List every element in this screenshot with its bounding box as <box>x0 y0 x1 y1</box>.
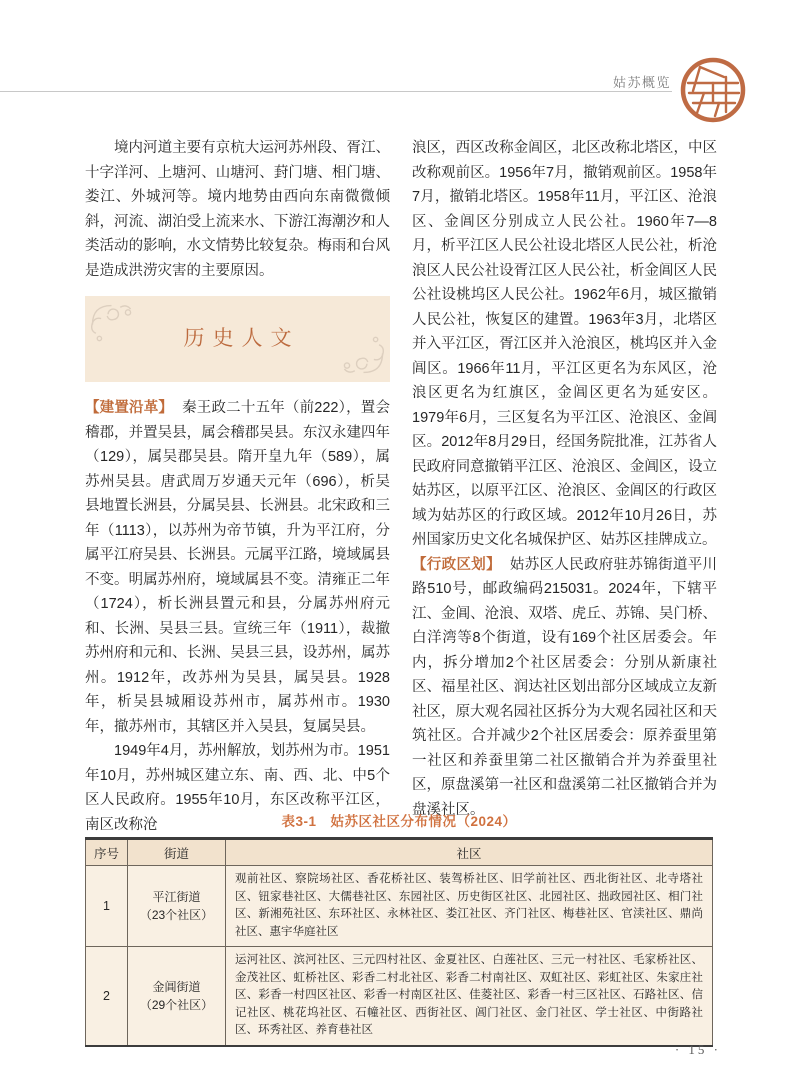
page-number: · 15 · <box>674 1042 721 1057</box>
table-header-row <box>86 839 713 866</box>
col-header-community: 社区 <box>226 839 713 866</box>
row-street <box>128 866 226 947</box>
text-columns <box>85 136 717 837</box>
row-no: 1 <box>86 866 128 947</box>
left-column <box>85 136 390 837</box>
floral-ornament-icon <box>334 334 386 378</box>
col-header-street: 街道 <box>128 839 226 866</box>
section-title: 历史人文 <box>183 326 300 350</box>
community-distribution-table <box>85 837 713 1047</box>
table-row <box>86 866 713 947</box>
lattice-seal-icon <box>679 56 747 124</box>
paragraph-continuation: 浪区，西区改称金阊区，北区改称北塔区，中区改称观前区。1956年7月，撤销观前区。1958年7月，撤销北塔区。1958年11月，平江区、沧浪区、金阊区分别成立人民公社。1960年7—8月，析平江区人民公社设北塔区人民公社，析沧浪区人民公社设胥江区人民公社，析金阊区人民公社设桃坞区人民公社。1962年6月，城区撤销人民公社，恢复区的建置。1963年3月，北塔区并入平江区，胥江区并入沧浪区，桃坞区并入金阊区。1966年11月，平江区更名为东风区，沧浪区更名为红旗区，金阊区更名为延安区。1979年6月，三区复名为平江区、沧浪区、金阊区。2012年8月29日，经国务院批准，江苏省人民政府同意撤销平江区、沧浪区、金阊区，设立姑苏区，以原平江区、沧浪区、金阊区的行政区域为姑苏区的行政区域。2012年10月26日，苏州国家历史文化名城保护区、姑苏区挂牌成立。 <box>412 140 717 548</box>
street-count: （23个社区） <box>139 908 214 922</box>
section-banner <box>85 296 390 382</box>
row-street <box>128 947 226 1046</box>
floral-ornament-icon <box>89 300 141 344</box>
paragraph-rivers: 境内河道主要有京杭大运河苏州段、胥江、十字洋河、上塘河、山塘河、葑门塘、相门塘、娄江、外城河等。境内地势由西向东南微微倾斜，河流、湖泊受上流来水、下游江海潮汐和人类活动的影响，水文情势比较复杂。梅雨和台风是造成洪涝灾害的主要原因。 <box>85 140 390 279</box>
running-head: 姑苏概览 <box>612 75 671 90</box>
table-title: 表3-1 姑苏区社区分布情况（2024） <box>281 814 517 829</box>
jianzhi-text: 秦王政二十五年（前222），置会稽郡，并置吴县，属会稽郡吴县。东汉永建四年（129），属吴郡吴县。隋开皇九年（589），属苏州吴县。唐武周万岁通天元年（696），析吴县地置长洲县，分属吴县、长洲县。北宋政和三年（1113），以苏州为帝节镇，升为平江府，分属平江府吴县、长洲县。元属平江路，境域属县不变。明属苏州府，境域属县不变。清雍正二年（1724），析长洲县置元和县，分属苏州府元和、长洲、吴县三县。宣统三年（1911），裁撤苏州府和元和、长洲、吴县三县，设苏州，属苏州。1912年，改苏州为吴县，属吴县。1928年，析吴县城厢设苏州市，属苏州市。1930年，撤苏州市，其辖区并入吴县，复属吴县。 <box>85 400 390 735</box>
street-name: 平江街道 <box>152 890 201 904</box>
header-divider <box>0 91 672 92</box>
col-header-no: 序号 <box>86 839 128 866</box>
row-communities: 观前社区、察院场社区、香花桥社区、装驾桥社区、旧学前社区、西北街社区、北寺塔社区、钮家巷社区、大儒巷社区、东园社区、历史街区社区、北园社区、拙政园社区、相门社区、新湘苑社区、东环社区、永林社区、娄江社区、齐门社区、梅巷社区、官渎社区、鼎尚社区、惠宇华庭社区 <box>226 866 713 947</box>
right-column <box>412 136 717 837</box>
xingzheng-text: 姑苏区人民政府驻苏锦街道平川路510号，邮政编码215031。2024年，下辖平江、金阊、沧浪、双塔、虎丘、苏锦、吴门桥、白洋湾等8个街道，设有169个社区居委会。年内，拆分增加2个社区居委会：分别从新康社区、福星社区、润达社区划出部分区域成立友新社区，原大观名园社区拆分为大观名园社区和天筑社区。合并减少2个社区居委会：原养蚕里第一社区和养蚕里第二社区撤销合并为养蚕里社区，原盘溪第一社区和盘溪第二社区撤销合并为盘溪社区。 <box>412 556 718 818</box>
row-no: 2 <box>86 947 128 1046</box>
paragraph-xingzheng <box>412 553 717 823</box>
paragraph-jianzhi <box>85 396 390 739</box>
xingzheng-label: 【行政区划】 <box>412 556 501 573</box>
table-row <box>86 947 713 1046</box>
street-name: 金阊街道 <box>152 979 201 994</box>
community-table-block <box>85 810 713 1047</box>
row-communities: 运河社区、滨河社区、三元四村社区、金夏社区、白莲社区、三元一村社区、毛家桥社区、金茂社区、虹桥社区、彩香二村北社区、彩香二村南社区、双虹社区、彩虹社区、朱家庄社区、彩香一村四区社区、彩香一村南区社区、佳菱社区、彩香一村三区社区、石路社区、信记社区、桃花坞社区、石幢社区、西街社区、阊门社区、金门社区、学士社区、中街路社区、环秀社区、养育巷社区 <box>226 947 713 1046</box>
jianzhi-label: 【建置沿革】 <box>85 400 174 416</box>
paragraph-1949: 1949年4月，苏州解放，划苏州为市。1951年10月，苏州城区建立东、南、西、北、中5个区人民政府。1955年10月，东区改称平江区，南区改称沧 <box>85 743 390 833</box>
street-count: （29个社区） <box>139 997 214 1012</box>
